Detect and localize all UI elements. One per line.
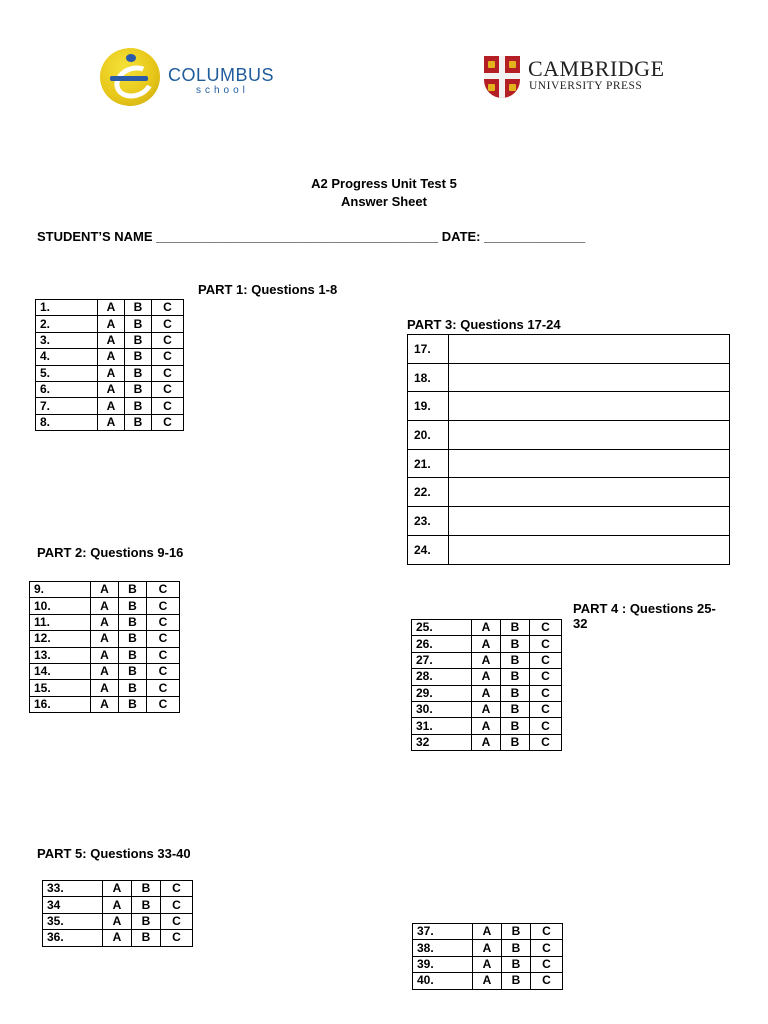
option-c[interactable]: C	[530, 669, 562, 685]
question-number: 10.	[30, 598, 91, 614]
answer-row	[30, 696, 180, 712]
columbus-emblem-icon	[100, 48, 160, 106]
option-b[interactable]: B	[119, 647, 147, 663]
answer-row	[412, 718, 562, 734]
answer-row	[36, 316, 184, 332]
option-c[interactable]: C	[152, 300, 184, 316]
question-number: 15.	[30, 680, 91, 696]
question-number: 9.	[30, 582, 91, 598]
answer-row	[412, 685, 562, 701]
question-number: 20.	[408, 421, 449, 450]
option-c[interactable]: C	[530, 718, 562, 734]
answer-row	[413, 973, 563, 989]
option-c[interactable]: C	[147, 696, 180, 712]
answer-row	[413, 956, 563, 972]
test-title: A2 Progress Unit Test 5	[311, 176, 457, 191]
option-b[interactable]: B	[132, 897, 161, 913]
answer-write-box[interactable]	[449, 449, 730, 478]
option-c[interactable]: C	[531, 956, 563, 972]
option-c[interactable]: C	[152, 365, 184, 381]
question-number: 17.	[408, 335, 449, 364]
answer-row	[30, 647, 180, 663]
option-a[interactable]: A	[91, 582, 119, 598]
question-number: 16.	[30, 696, 91, 712]
answer-row	[36, 349, 184, 365]
question-number: 23.	[408, 507, 449, 536]
question-number: 21.	[408, 449, 449, 478]
option-c[interactable]: C	[152, 381, 184, 397]
option-b[interactable]: B	[125, 316, 152, 332]
cambridge-logo-title: CAMBRIDGE	[528, 56, 665, 81]
part3-answer-table	[407, 334, 730, 565]
columbus-logo-sub: school	[196, 85, 249, 96]
option-a[interactable]: A	[91, 598, 119, 614]
option-a[interactable]: A	[91, 647, 119, 663]
option-a[interactable]: A	[91, 663, 119, 679]
answer-row	[412, 636, 562, 652]
answer-row	[36, 332, 184, 348]
option-c[interactable]: C	[147, 582, 180, 598]
answer-row	[408, 535, 730, 564]
option-a[interactable]: A	[98, 398, 125, 414]
option-b[interactable]: B	[125, 349, 152, 365]
question-number: 3.	[36, 332, 98, 348]
answer-row	[408, 449, 730, 478]
option-a[interactable]: A	[98, 414, 125, 430]
answer-row	[412, 620, 562, 636]
question-number: 14.	[30, 663, 91, 679]
option-b[interactable]: B	[119, 696, 147, 712]
option-a[interactable]: A	[473, 973, 502, 989]
option-a[interactable]: A	[91, 696, 119, 712]
cambridge-shield-icon	[484, 56, 520, 98]
option-b[interactable]: B	[502, 956, 531, 972]
option-c[interactable]: C	[161, 930, 193, 946]
option-b[interactable]: B	[119, 598, 147, 614]
option-b[interactable]: B	[125, 398, 152, 414]
option-b[interactable]: B	[501, 734, 530, 750]
question-number: 19.	[408, 392, 449, 421]
option-b[interactable]: B	[502, 940, 531, 956]
question-number: 39.	[413, 956, 473, 972]
option-b[interactable]: B	[119, 614, 147, 630]
option-b[interactable]: B	[501, 652, 530, 668]
option-b[interactable]: B	[501, 636, 530, 652]
answer-row	[36, 381, 184, 397]
option-b[interactable]: B	[119, 680, 147, 696]
question-number: 36.	[43, 930, 103, 946]
option-c[interactable]: C	[147, 647, 180, 663]
option-b[interactable]: B	[119, 631, 147, 647]
option-b[interactable]: B	[119, 582, 147, 598]
option-a[interactable]: A	[472, 669, 501, 685]
option-b[interactable]: B	[125, 300, 152, 316]
option-c[interactable]: C	[147, 614, 180, 630]
option-a[interactable]: A	[103, 897, 132, 913]
answer-write-box[interactable]	[449, 478, 730, 507]
part4-heading-line2: 32	[573, 616, 588, 631]
answer-row	[43, 913, 193, 929]
option-b[interactable]: B	[132, 930, 161, 946]
part2-heading: PART 2: Questions 9-16	[37, 545, 184, 560]
option-b[interactable]: B	[502, 924, 531, 940]
answer-row	[408, 335, 730, 364]
option-a[interactable]: A	[98, 316, 125, 332]
option-b[interactable]: B	[125, 414, 152, 430]
question-number: 4.	[36, 349, 98, 365]
option-c[interactable]: C	[161, 881, 193, 897]
question-number: 1.	[36, 300, 98, 316]
part4-heading-line1: PART 4 : Questions 25-	[573, 601, 716, 616]
question-number: 26.	[412, 636, 472, 652]
cambridge-logo-sub: UNIVERSITY PRESS	[529, 80, 643, 92]
option-a[interactable]: A	[98, 365, 125, 381]
option-a[interactable]: A	[472, 718, 501, 734]
option-c[interactable]: C	[147, 631, 180, 647]
option-b[interactable]: B	[125, 381, 152, 397]
option-c[interactable]: C	[147, 663, 180, 679]
question-number: 25.	[412, 620, 472, 636]
part4-heading	[573, 601, 716, 631]
answer-write-box[interactable]	[449, 507, 730, 536]
answer-row	[408, 507, 730, 536]
answer-row	[412, 669, 562, 685]
question-number: 27.	[412, 652, 472, 668]
part1-heading: PART 1: Questions 1-8	[198, 282, 338, 297]
question-number: 28.	[412, 669, 472, 685]
option-a[interactable]: A	[473, 940, 502, 956]
answer-row	[30, 631, 180, 647]
question-number: 40.	[413, 973, 473, 989]
option-a[interactable]: A	[91, 680, 119, 696]
option-c[interactable]: C	[161, 897, 193, 913]
option-c[interactable]: C	[152, 316, 184, 332]
option-a[interactable]: A	[98, 300, 125, 316]
part4-answer-table	[411, 619, 562, 751]
option-a[interactable]: A	[472, 620, 501, 636]
answer-write-box[interactable]	[449, 535, 730, 564]
option-b[interactable]: B	[501, 701, 530, 717]
option-b[interactable]: B	[125, 365, 152, 381]
answer-row	[30, 598, 180, 614]
question-number: 2.	[36, 316, 98, 332]
option-a[interactable]: A	[103, 881, 132, 897]
option-c[interactable]: C	[152, 332, 184, 348]
part2-answer-table	[29, 581, 180, 713]
question-number: 30.	[412, 701, 472, 717]
option-c[interactable]: C	[152, 414, 184, 430]
answer-row	[408, 478, 730, 507]
answer-row	[30, 680, 180, 696]
option-b[interactable]: B	[132, 913, 161, 929]
option-a[interactable]: A	[472, 701, 501, 717]
question-number: 33.	[43, 881, 103, 897]
option-c[interactable]: C	[530, 685, 562, 701]
question-number: 38.	[413, 940, 473, 956]
answer-sheet-title: Answer Sheet	[341, 194, 427, 209]
question-number: 24.	[408, 535, 449, 564]
option-a[interactable]: A	[98, 381, 125, 397]
answer-row	[36, 414, 184, 430]
part5-right-answer-table	[412, 923, 563, 990]
option-c[interactable]: C	[530, 701, 562, 717]
question-number: 22.	[408, 478, 449, 507]
option-c[interactable]: C	[530, 734, 562, 750]
option-a[interactable]: A	[91, 631, 119, 647]
option-a[interactable]: A	[98, 349, 125, 365]
question-number: 13.	[30, 647, 91, 663]
answer-row	[43, 897, 193, 913]
option-a[interactable]: A	[472, 685, 501, 701]
answer-write-box[interactable]	[449, 335, 730, 364]
option-c[interactable]: C	[530, 620, 562, 636]
part3-heading: PART 3: Questions 17-24	[407, 317, 561, 332]
option-c[interactable]: C	[530, 636, 562, 652]
option-c[interactable]: C	[147, 680, 180, 696]
answer-row	[412, 652, 562, 668]
option-a[interactable]: A	[472, 636, 501, 652]
question-number: 18.	[408, 363, 449, 392]
option-c[interactable]: C	[147, 598, 180, 614]
option-b[interactable]: B	[502, 973, 531, 989]
option-a[interactable]: A	[473, 924, 502, 940]
option-a[interactable]: A	[103, 913, 132, 929]
columbus-school-logo	[100, 48, 300, 108]
answer-row	[30, 663, 180, 679]
student-name-date-line: STUDENT’S NAME _______________________________________ DATE: ______________	[37, 229, 586, 244]
option-b[interactable]: B	[501, 718, 530, 734]
answer-row	[36, 365, 184, 381]
option-c[interactable]: C	[530, 652, 562, 668]
option-c[interactable]: C	[161, 913, 193, 929]
answer-row	[30, 582, 180, 598]
answer-row	[413, 940, 563, 956]
option-a[interactable]: A	[103, 930, 132, 946]
answer-row	[412, 701, 562, 717]
answer-row	[36, 300, 184, 316]
part5-left-answer-table	[42, 880, 193, 947]
option-a[interactable]: A	[98, 332, 125, 348]
question-number: 35.	[43, 913, 103, 929]
answer-row	[412, 734, 562, 750]
option-c[interactable]: C	[531, 924, 563, 940]
option-b[interactable]: B	[501, 669, 530, 685]
option-b[interactable]: B	[125, 332, 152, 348]
question-number: 6.	[36, 381, 98, 397]
option-c[interactable]: C	[531, 940, 563, 956]
option-a[interactable]: A	[472, 652, 501, 668]
cambridge-university-press-logo	[484, 56, 684, 100]
question-number: 8.	[36, 414, 98, 430]
columbus-logo-name: COLUMBUS	[168, 65, 275, 85]
option-b[interactable]: B	[501, 685, 530, 701]
option-c[interactable]: C	[152, 398, 184, 414]
option-a[interactable]: A	[473, 956, 502, 972]
question-number: 31.	[412, 718, 472, 734]
question-number: 37.	[413, 924, 473, 940]
option-b[interactable]: B	[132, 881, 161, 897]
question-number: 7.	[36, 398, 98, 414]
answer-row	[408, 421, 730, 450]
answer-row	[408, 392, 730, 421]
answer-row	[43, 881, 193, 897]
answer-row	[43, 930, 193, 946]
option-b[interactable]: B	[119, 663, 147, 679]
option-c[interactable]: C	[152, 349, 184, 365]
option-b[interactable]: B	[501, 620, 530, 636]
option-a[interactable]: A	[472, 734, 501, 750]
question-number: 12.	[30, 631, 91, 647]
answer-row	[413, 924, 563, 940]
part5-heading: PART 5: Questions 33-40	[37, 846, 191, 861]
answer-write-box[interactable]	[449, 392, 730, 421]
question-number: 32	[412, 734, 472, 750]
answer-row	[36, 398, 184, 414]
answer-write-box[interactable]	[449, 421, 730, 450]
part1-answer-table	[35, 299, 184, 431]
question-number: 34	[43, 897, 103, 913]
answer-row	[408, 363, 730, 392]
question-number: 11.	[30, 614, 91, 630]
question-number: 5.	[36, 365, 98, 381]
option-c[interactable]: C	[531, 973, 563, 989]
option-a[interactable]: A	[91, 614, 119, 630]
answer-row	[30, 614, 180, 630]
question-number: 29.	[412, 685, 472, 701]
answer-write-box[interactable]	[449, 363, 730, 392]
